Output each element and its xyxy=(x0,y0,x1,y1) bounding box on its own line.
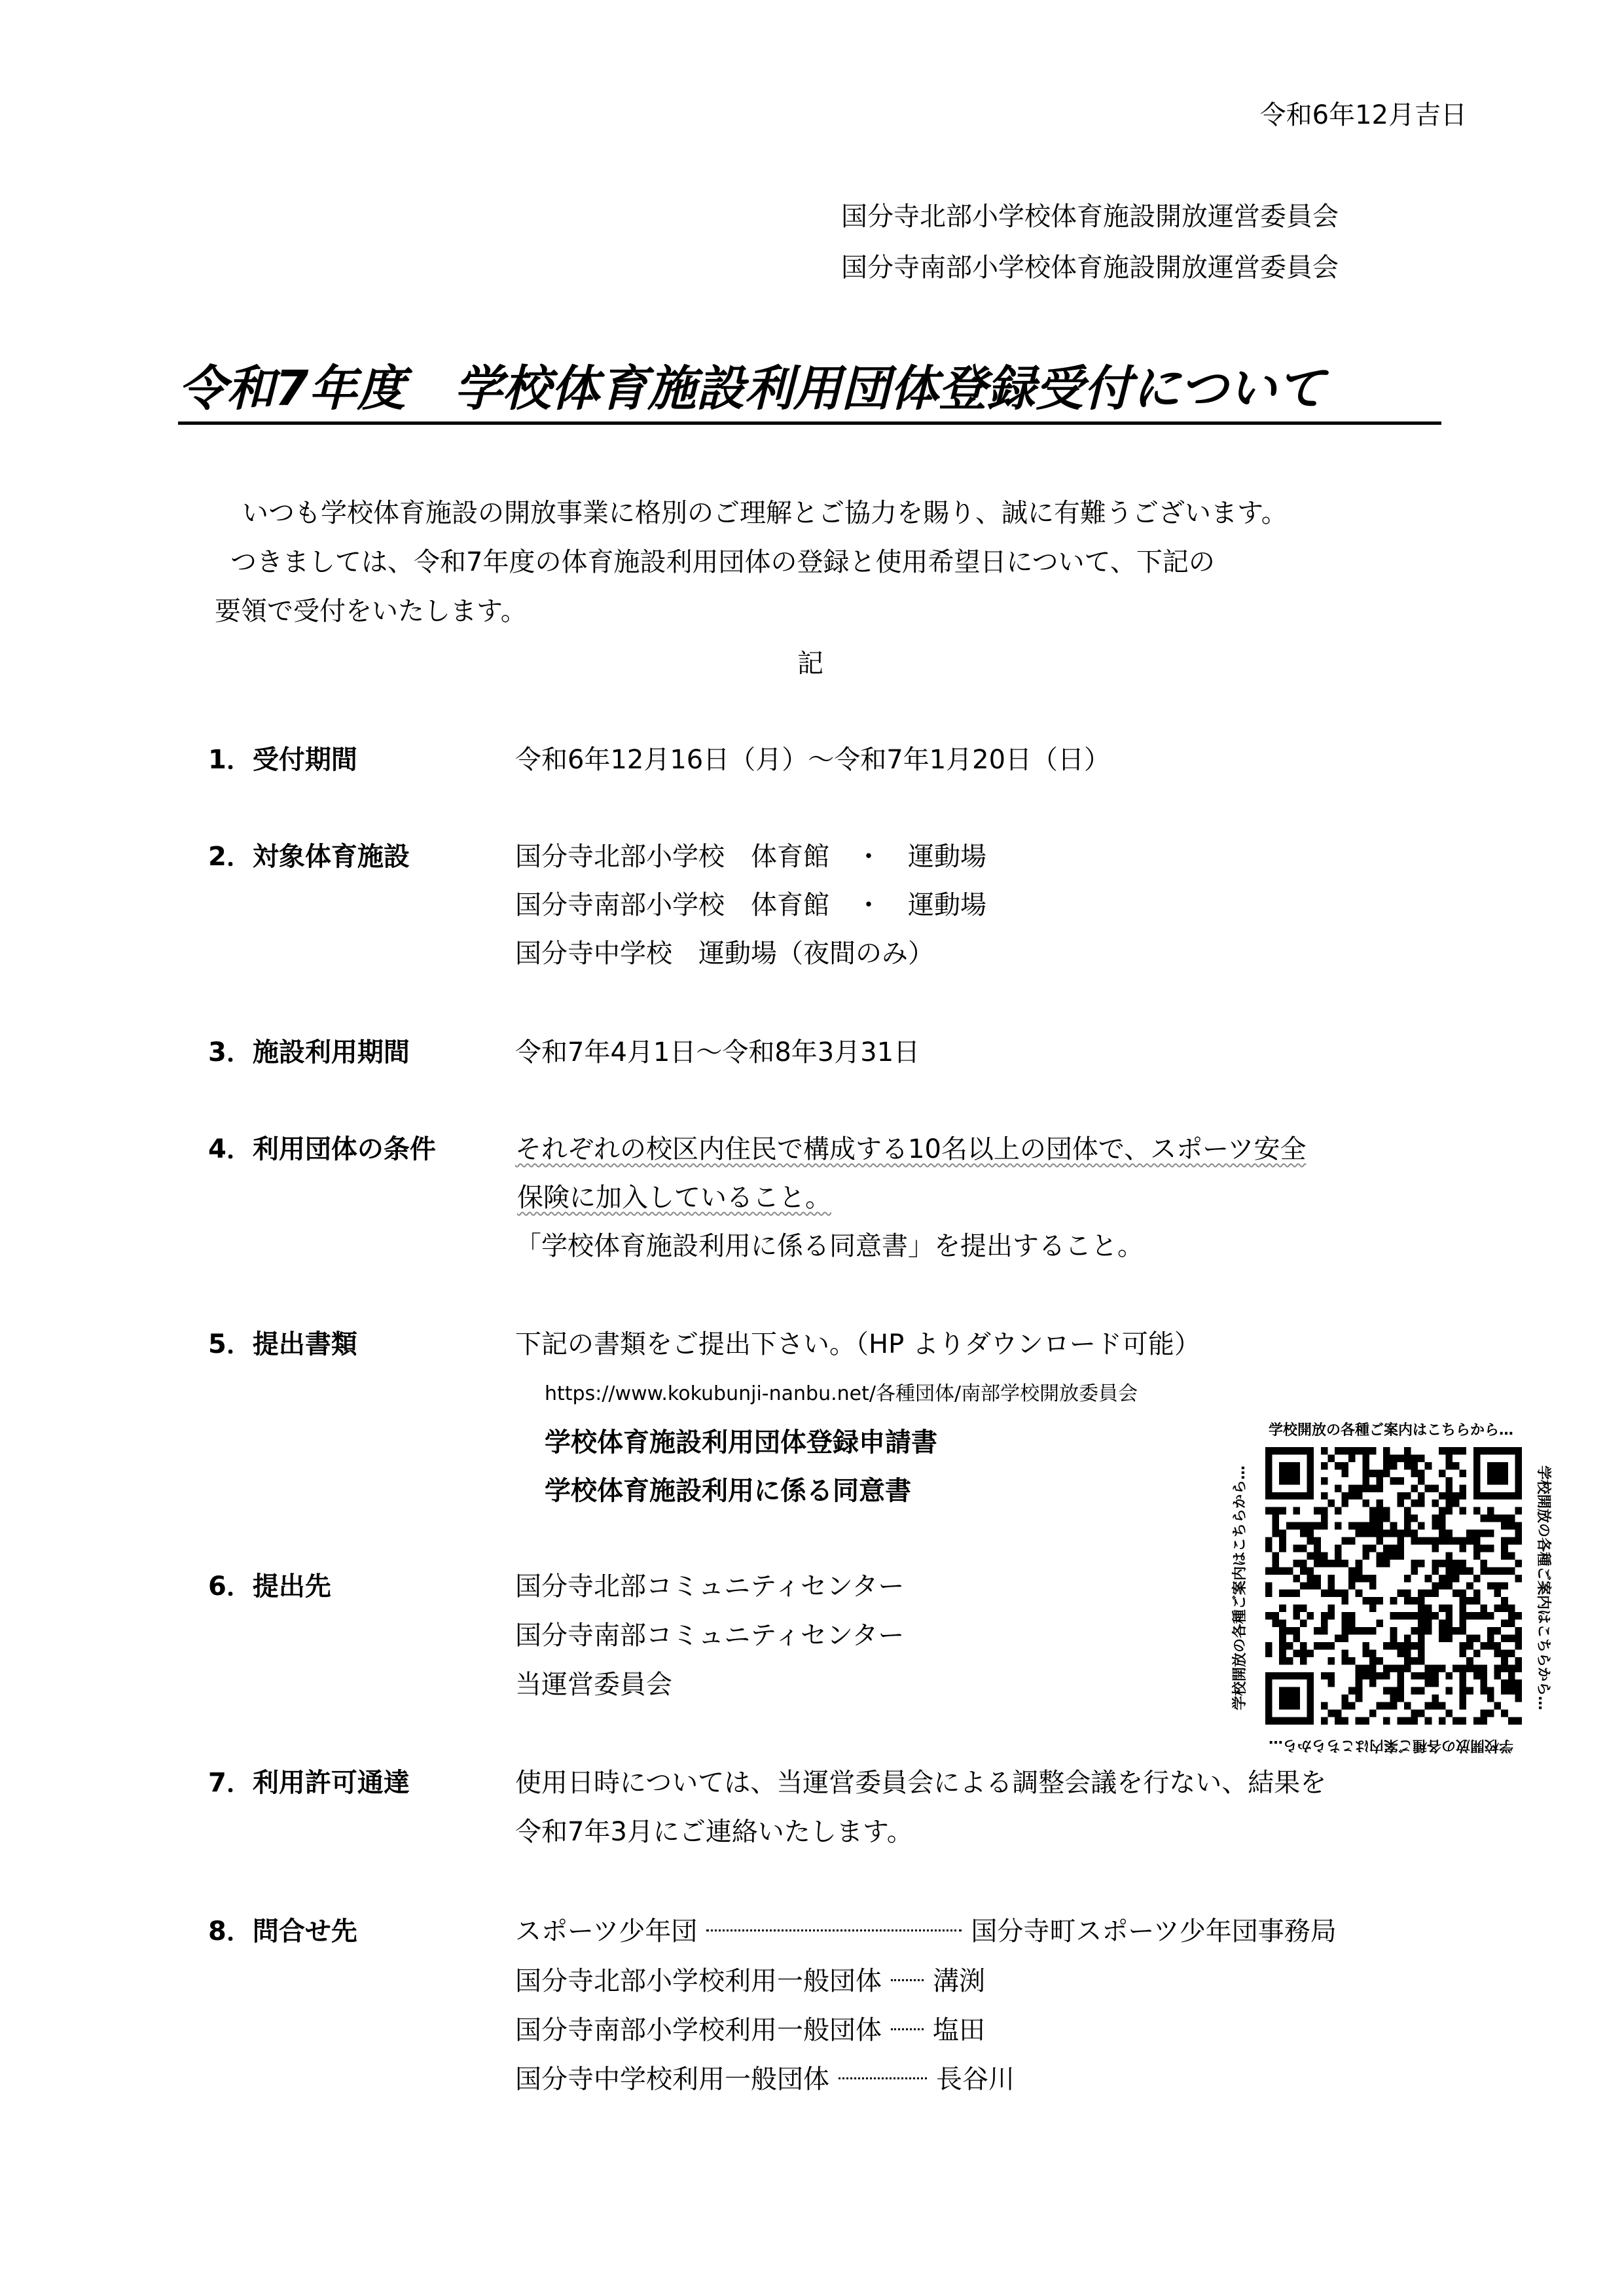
item-value: 令和7年4月1日～令和8年3月31日 xyxy=(515,1037,920,1067)
item-label-6: 6．提出先 xyxy=(208,1571,331,1602)
qr-caption: 学校開放の各種ご案内はこちらから… xyxy=(1268,1422,1513,1439)
qr-code-icon[interactable] xyxy=(1265,1447,1522,1725)
item-label-3: 3．施設利用期間 xyxy=(208,1037,410,1067)
leader-dots xyxy=(891,1979,924,1981)
item-label-8: 8．問合せ先 xyxy=(208,1916,357,1946)
item-value: 国分寺中学校 運動場（夜間のみ） xyxy=(515,939,934,969)
item-value: 「学校体育施設利用に係る同意書」を提出すること。 xyxy=(515,1231,1144,1261)
item-value: 国分寺北部コミュニティセンター xyxy=(515,1571,905,1602)
leader-dots xyxy=(839,2077,927,2079)
item-value: 下記の書類をご提出下さい。（HP よりダウンロード可能） xyxy=(515,1329,1200,1359)
document-name: 学校体育施設利用団体登録申請書 xyxy=(545,1427,937,1458)
contact-row xyxy=(515,1965,985,1997)
item-label-7: 7．利用許可通達 xyxy=(208,1768,410,1798)
contact-row xyxy=(515,1916,1337,1947)
qr-caption: 学校開放の各種ご案内はこちらから… xyxy=(1269,1737,1514,1753)
contact-group: スポーツ少年団 xyxy=(515,1916,698,1946)
item-label-1: 1．受付期間 xyxy=(208,745,357,775)
intro-line-3: 要領で受付をいたします。 xyxy=(215,596,527,626)
intro-line-2: つきましては、令和7年度の体育施設利用団体の登録と使用希望日について、下記の xyxy=(230,547,1215,577)
qr-caption: 学校開放の各種ご案内はこちらから… xyxy=(1535,1465,1551,1710)
contact-person: 国分寺町スポーツ少年団事務局 xyxy=(971,1916,1337,1946)
item-value: 当運営委員会 xyxy=(515,1670,672,1700)
ki-heading: 記 xyxy=(797,649,823,679)
document-name: 学校体育施設利用に係る同意書 xyxy=(545,1476,911,1506)
issue-date: 令和6年12月吉日 xyxy=(1259,100,1467,130)
item-value: それぞれの校区内住民で構成する10名以上の団体で、スポーツ安全 xyxy=(515,1134,1307,1164)
contact-row xyxy=(515,2015,985,2046)
contact-group: 国分寺中学校利用一般団体 xyxy=(515,2064,829,2094)
item-value: 保険に加入していること。 xyxy=(517,1183,831,1213)
item-value: 使用日時については、当運営委員会による調整会議を行ない、結果を xyxy=(515,1768,1327,1798)
leader-dots xyxy=(706,1929,962,1931)
item-label-4: 4．利用団体の条件 xyxy=(208,1134,436,1164)
download-url[interactable]: https://www.kokubunji-nanbu.net/各種団体/南部学校開放委員会 xyxy=(545,1382,1138,1405)
contact-group: 国分寺南部小学校利用一般団体 xyxy=(515,2015,882,2045)
item-value: 国分寺北部小学校 体育館 ・ 運動場 xyxy=(515,842,986,872)
contact-person: 塩田 xyxy=(933,2015,985,2045)
org-north: 国分寺北部小学校体育施設開放運営委員会 xyxy=(841,202,1339,232)
contact-person: 長谷川 xyxy=(936,2064,1015,2094)
item-value: 国分寺南部小学校 体育館 ・ 運動場 xyxy=(515,890,986,920)
item-label-2: 2．対象体育施設 xyxy=(208,842,410,872)
item-value: 令和7年3月にご連絡いたします。 xyxy=(515,1817,913,1847)
page-title: 令和7年度 学校体育施設利用団体登録受付について xyxy=(178,359,1441,425)
contact-group: 国分寺北部小学校利用一般団体 xyxy=(515,1966,882,1996)
intro-line-1: いつも学校体育施設の開放事業に格別のご理解とご協力を賜り、誠に有難うございます。 xyxy=(242,498,1288,528)
qr-block xyxy=(1221,1422,1562,1755)
item-value: 国分寺南部コミュニティセンター xyxy=(515,1621,905,1651)
contact-row xyxy=(515,2064,1015,2095)
leader-dots xyxy=(891,2028,924,2030)
item-value: 令和6年12月16日（月）～令和7年1月20日（日） xyxy=(515,745,1111,775)
org-south: 国分寺南部小学校体育施設開放運営委員会 xyxy=(841,253,1339,283)
item-label-5: 5．提出書類 xyxy=(208,1329,357,1359)
qr-caption: 学校開放の各種ご案内はこちらから… xyxy=(1232,1465,1248,1711)
contact-person: 溝渕 xyxy=(933,1966,985,1996)
